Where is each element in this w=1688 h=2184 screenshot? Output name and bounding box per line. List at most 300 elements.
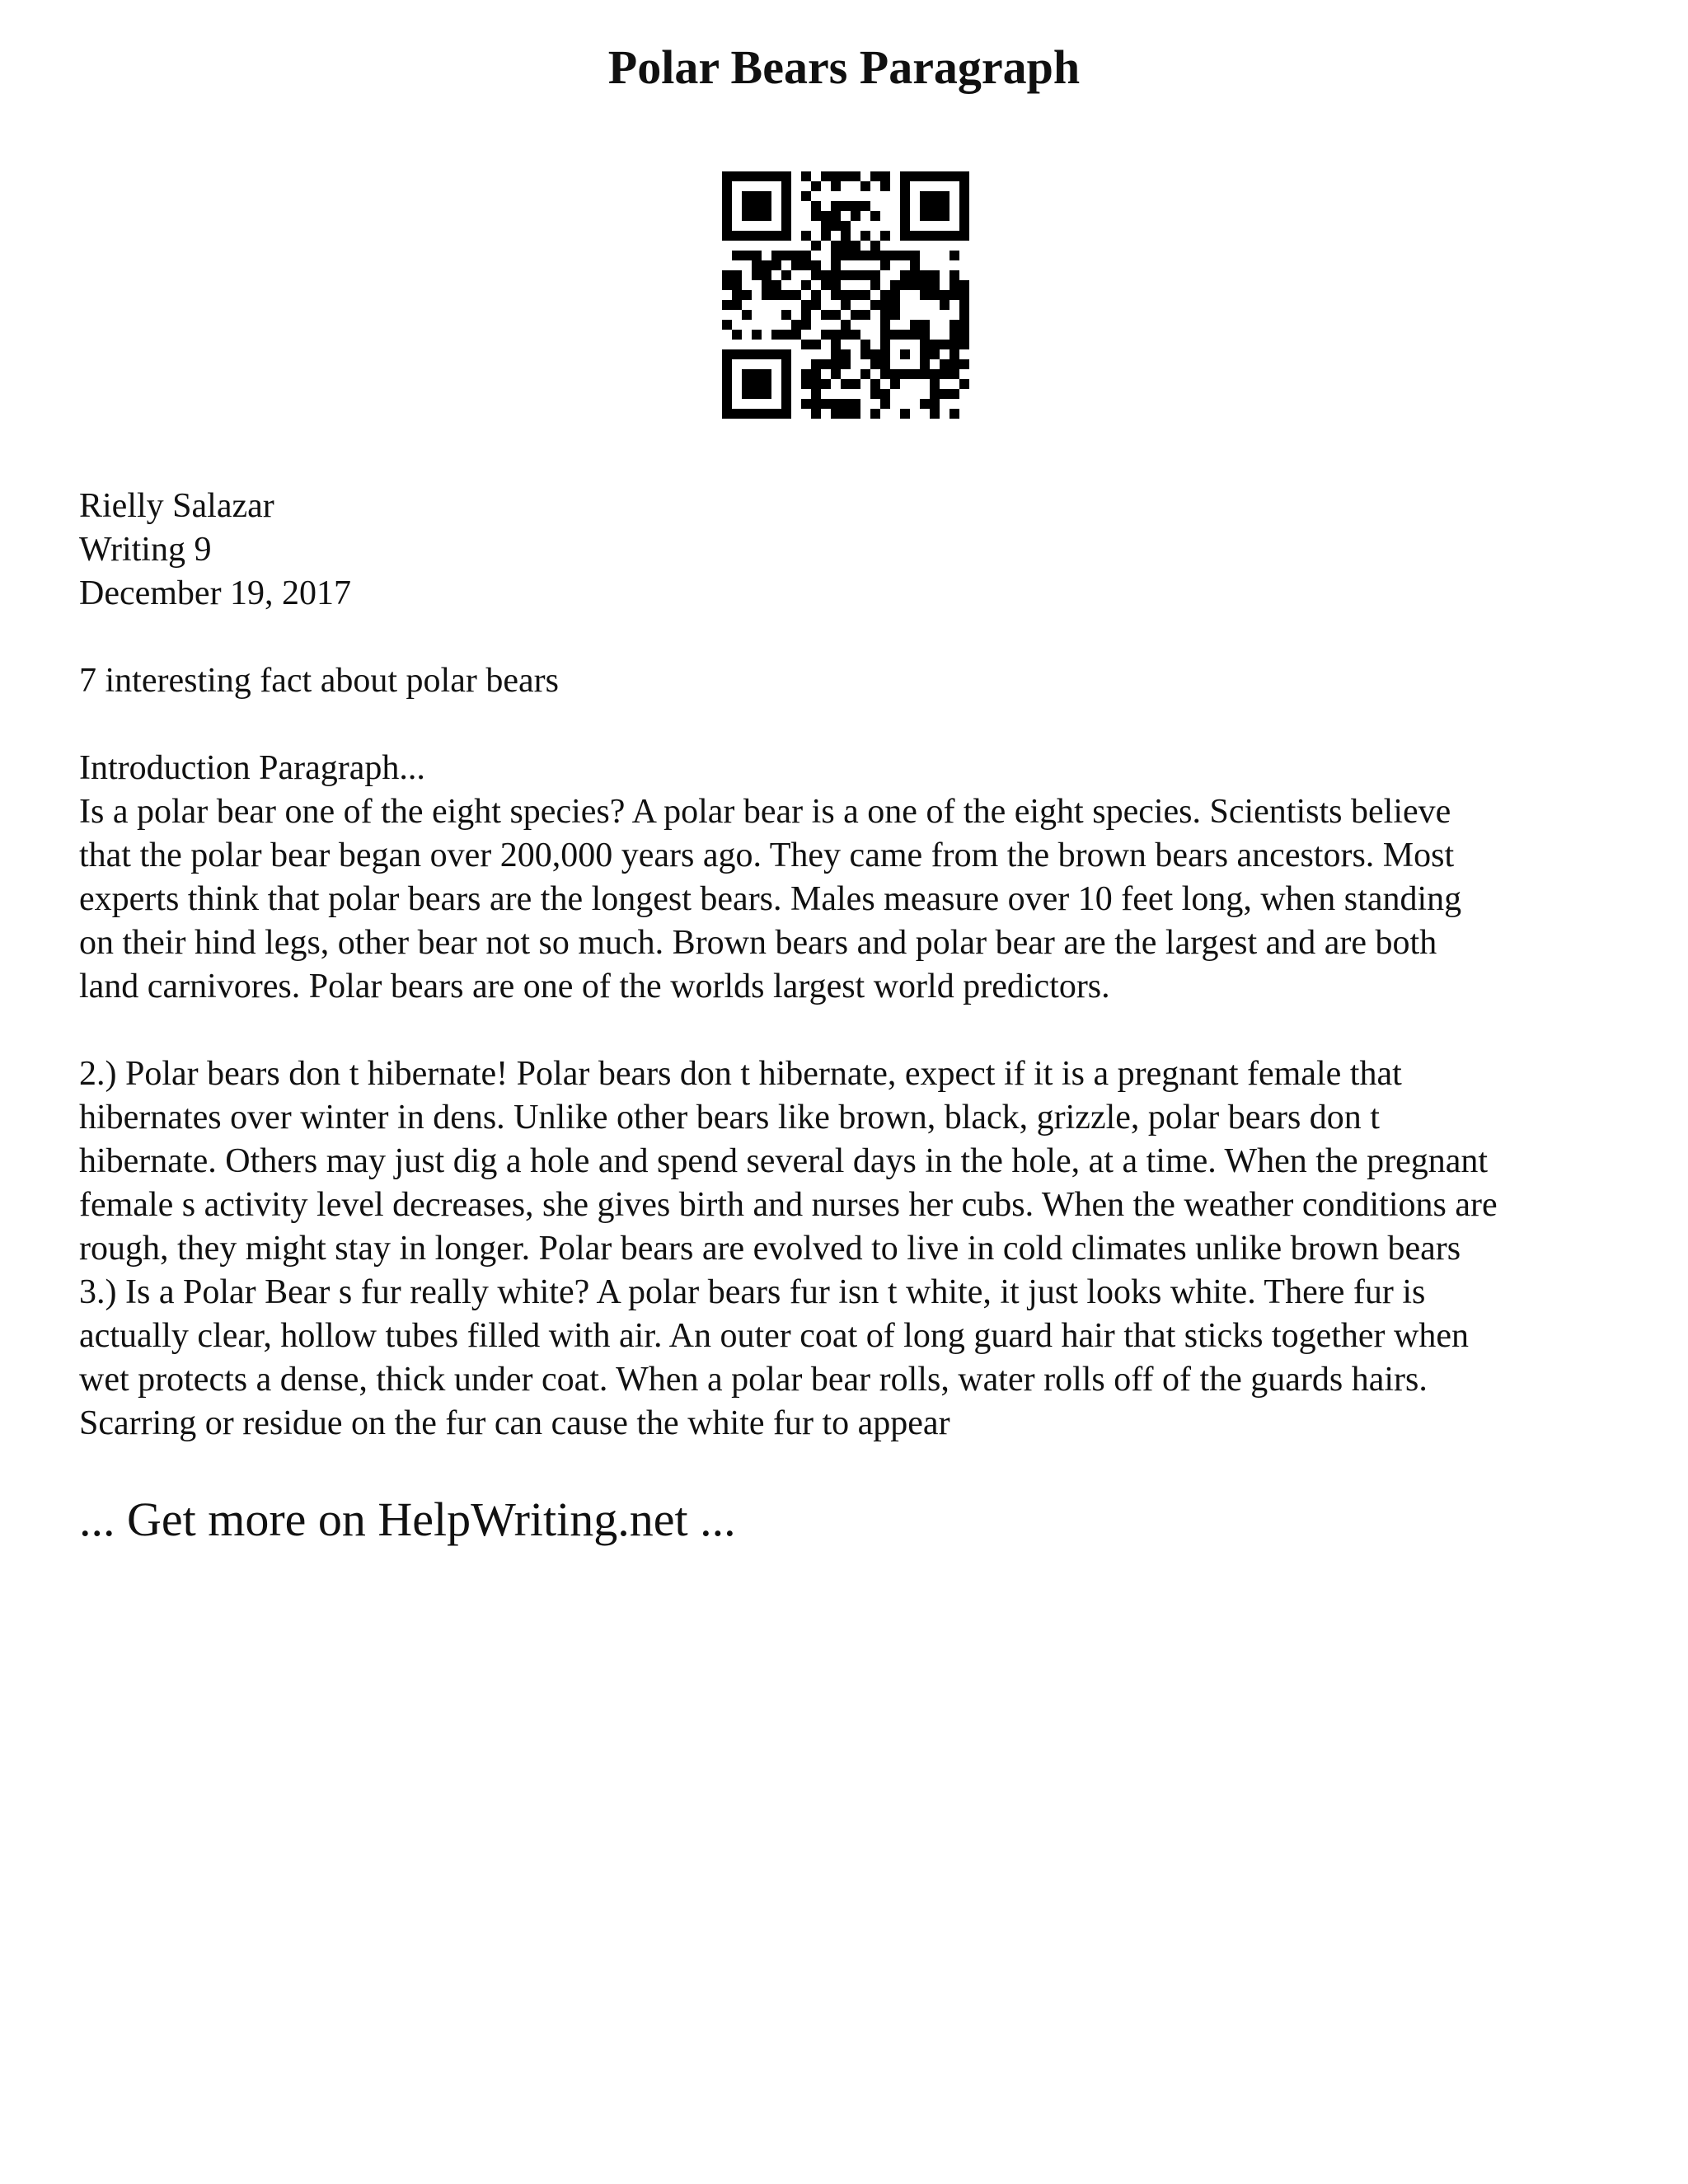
qr-module <box>851 201 860 211</box>
body-line: 3.) Is a Polar Bear s fur really white? A polar bears fur isn t white, it just looks white. There fur is <box>79 1273 1426 1311</box>
qr-module <box>910 330 920 340</box>
qr-module <box>930 280 940 290</box>
qr-module <box>821 231 831 241</box>
qr-module <box>831 270 841 280</box>
document-body <box>79 485 1629 1446</box>
qr-module <box>811 399 821 409</box>
qr-module <box>890 300 900 310</box>
qr-module <box>771 280 781 290</box>
qr-module <box>851 211 860 221</box>
qr-module <box>860 201 870 211</box>
qr-module <box>831 409 841 419</box>
body-line: hibernate. Others may just dig a hole and spend several days in the hole, at a time. When the pregnant <box>79 1142 1489 1180</box>
qr-module <box>811 241 821 251</box>
qr-module <box>930 409 940 419</box>
qr-module <box>811 270 821 280</box>
qr-module <box>722 280 732 290</box>
qr-module <box>831 260 841 270</box>
qr-module <box>801 320 811 330</box>
qr-module <box>870 251 880 260</box>
qr-module <box>959 231 969 241</box>
qr-module <box>900 171 910 181</box>
qr-module <box>831 340 841 349</box>
qr-module <box>771 260 781 270</box>
qr-module <box>851 310 860 320</box>
qr-module <box>752 330 762 340</box>
qr-module <box>841 330 851 340</box>
qr-module <box>742 171 752 181</box>
body-line: 2.) Polar bears don t hibernate! Polar bears don t hibernate, expect if it is a pregnant female that <box>79 1055 1402 1093</box>
qr-module <box>771 231 781 241</box>
qr-module <box>762 379 771 389</box>
qr-module <box>870 211 880 221</box>
qr-module <box>722 399 732 409</box>
qr-module <box>900 211 910 221</box>
qr-module <box>910 260 920 270</box>
qr-module <box>880 330 890 340</box>
qr-module <box>722 320 732 330</box>
qr-module <box>752 211 762 221</box>
qr-module <box>811 359 821 369</box>
qr-module <box>811 201 821 211</box>
intro-heading: Introduction Paragraph... <box>79 749 425 787</box>
qr-module <box>910 231 920 241</box>
qr-module <box>722 181 732 191</box>
qr-module <box>959 171 969 181</box>
qr-module <box>930 211 940 221</box>
qr-module <box>781 181 791 191</box>
qr-module <box>870 241 880 251</box>
qr-module <box>821 280 831 290</box>
qr-module <box>880 340 890 349</box>
qr-module <box>801 171 811 181</box>
qr-module <box>841 270 851 280</box>
qr-module <box>752 191 762 201</box>
qr-module <box>880 290 890 300</box>
qr-module <box>880 399 890 409</box>
qr-module <box>762 171 771 181</box>
qr-module <box>801 379 811 389</box>
qr-module <box>752 260 762 270</box>
qr-module <box>762 231 771 241</box>
qr-module <box>959 290 969 300</box>
qr-module <box>831 359 841 369</box>
qr-module <box>762 389 771 399</box>
qr-module <box>762 290 771 300</box>
qr-module <box>950 340 959 349</box>
qr-module <box>752 201 762 211</box>
qr-module <box>732 270 742 280</box>
qr-module <box>870 270 880 280</box>
qr-module <box>851 241 860 251</box>
qr-module <box>930 340 940 349</box>
qr-module <box>959 181 969 191</box>
qr-module <box>880 359 890 369</box>
qr-module <box>771 171 781 181</box>
qr-module <box>781 211 791 221</box>
qr-module <box>920 280 930 290</box>
qr-module <box>930 369 940 379</box>
intro-line: Is a polar bear one of the eight species? A polar bear is a one of the eight species. Scientists believe <box>79 793 1451 831</box>
qr-module <box>732 409 742 419</box>
qr-module <box>880 251 890 260</box>
qr-module <box>831 211 841 221</box>
qr-module <box>811 409 821 419</box>
qr-module <box>722 270 732 280</box>
qr-module <box>771 409 781 419</box>
intro-line: experts think that polar bears are the longest bears. Males measure over 10 feet long, when standing <box>79 880 1462 918</box>
qr-module <box>762 369 771 379</box>
qr-module <box>732 251 742 260</box>
qr-module <box>801 340 811 349</box>
qr-module <box>722 300 732 310</box>
qr-module <box>781 221 791 231</box>
qr-module <box>722 231 732 241</box>
qr-module <box>742 211 752 221</box>
qr-module <box>959 310 969 320</box>
qr-module <box>752 231 762 241</box>
qr-module <box>762 280 771 290</box>
qr-module <box>841 290 851 300</box>
qr-module <box>870 409 880 419</box>
qr-module <box>940 340 950 349</box>
qr-module <box>870 349 880 359</box>
qr-module <box>791 260 801 270</box>
qr-module <box>742 191 752 201</box>
qr-module <box>880 231 890 241</box>
qr-module <box>722 349 732 359</box>
qr-module <box>762 260 771 270</box>
qr-module <box>959 300 969 310</box>
qr-module <box>940 389 950 399</box>
qr-module <box>831 280 841 290</box>
qr-module <box>831 171 841 181</box>
qr-module <box>910 320 920 330</box>
qr-module <box>752 171 762 181</box>
qr-module <box>801 260 811 270</box>
qr-module <box>781 330 791 340</box>
qr-module <box>870 379 880 389</box>
qr-module <box>732 290 742 300</box>
qr-module <box>860 270 870 280</box>
qr-module <box>791 320 801 330</box>
qr-module <box>771 349 781 359</box>
qr-module <box>851 399 860 409</box>
qr-module <box>851 171 860 181</box>
qr-module <box>900 330 910 340</box>
qr-module <box>930 270 940 280</box>
qr-module <box>950 231 959 241</box>
qr-module <box>940 211 950 221</box>
qr-module <box>722 221 732 231</box>
body-line: rough, they might stay in longer. Polar bears are evolved to live in cold climates unlike brown bears <box>79 1230 1461 1268</box>
qr-module <box>890 251 900 260</box>
qr-module <box>831 221 841 231</box>
qr-module <box>811 290 821 300</box>
qr-module <box>880 349 890 359</box>
qr-module <box>821 270 831 280</box>
qr-module <box>762 201 771 211</box>
qr-module <box>801 310 811 320</box>
qr-module <box>900 280 910 290</box>
qr-module <box>821 310 831 320</box>
qr-module <box>722 359 732 369</box>
qr-module <box>959 320 969 330</box>
qr-module <box>811 260 821 270</box>
qr-module <box>762 211 771 221</box>
intro-line: on their hind legs, other bear not so much. Brown bears and polar bear are the largest and are both <box>79 924 1437 962</box>
qr-module <box>801 251 811 260</box>
qr-module <box>860 231 870 241</box>
qr-module <box>742 379 752 389</box>
qr-module <box>950 349 959 359</box>
intro-line: that the polar bear began over 200,000 years ago. They came from the brown bears ancestors. Most <box>79 837 1455 874</box>
qr-module <box>920 270 930 280</box>
qr-module <box>959 221 969 231</box>
qr-module <box>831 399 841 409</box>
qr-module <box>752 409 762 419</box>
qr-module <box>752 251 762 260</box>
qr-module <box>870 389 880 399</box>
qr-module <box>860 340 870 349</box>
qr-module <box>880 300 890 310</box>
qr-module <box>742 231 752 241</box>
qr-module <box>821 330 831 340</box>
qr-module <box>811 369 821 379</box>
qr-module <box>831 251 841 260</box>
qr-module <box>781 349 791 359</box>
qr-module <box>890 330 900 340</box>
qr-module <box>950 251 959 260</box>
qr-module <box>722 171 732 181</box>
qr-module <box>950 369 959 379</box>
qr-module <box>781 290 791 300</box>
qr-module <box>930 191 940 201</box>
qr-module <box>930 389 940 399</box>
qr-module <box>742 389 752 399</box>
qr-module <box>841 251 851 260</box>
qr-module <box>771 330 781 340</box>
qr-module <box>950 280 959 290</box>
qr-module <box>771 290 781 300</box>
qr-module <box>791 290 801 300</box>
qr-module <box>860 349 870 359</box>
qr-module <box>920 349 930 359</box>
qr-module <box>841 359 851 369</box>
qr-module <box>781 270 791 280</box>
qr-module <box>930 171 940 181</box>
qr-module <box>900 369 910 379</box>
qr-module <box>950 389 959 399</box>
qr-module <box>930 290 940 300</box>
qr-module <box>910 251 920 260</box>
qr-module <box>841 409 851 419</box>
qr-module <box>841 201 851 211</box>
course-line: Writing 9 <box>79 531 212 569</box>
qr-module <box>950 270 959 280</box>
qr-module <box>900 181 910 191</box>
qr-module <box>959 359 969 369</box>
qr-module <box>900 221 910 231</box>
qr-module <box>920 340 930 349</box>
qr-module <box>821 171 831 181</box>
qr-module <box>781 171 791 181</box>
qr-module <box>880 310 890 320</box>
qr-module <box>950 320 959 330</box>
qr-module <box>900 191 910 201</box>
qr-module <box>900 349 910 359</box>
qr-module <box>890 369 900 379</box>
qr-module <box>791 330 801 340</box>
qr-module <box>841 231 851 241</box>
qr-module <box>959 191 969 201</box>
qr-module <box>880 389 890 399</box>
qr-module <box>890 310 900 320</box>
qr-module <box>920 231 930 241</box>
qr-module <box>940 231 950 241</box>
qr-module <box>920 320 930 330</box>
qr-module <box>920 359 930 369</box>
qr-module <box>801 300 811 310</box>
qr-module <box>722 379 732 389</box>
qr-module <box>950 359 959 369</box>
qr-module <box>841 349 851 359</box>
qr-module <box>870 359 880 369</box>
qr-module <box>732 300 742 310</box>
qr-module <box>940 300 950 310</box>
qr-module <box>781 369 791 379</box>
qr-module <box>752 379 762 389</box>
qr-module <box>851 379 860 389</box>
qr-module <box>920 399 930 409</box>
qr-module <box>732 349 742 359</box>
qr-module <box>811 389 821 399</box>
qr-module <box>742 349 752 359</box>
qr-module <box>930 231 940 241</box>
qr-module <box>722 201 732 211</box>
qr-module <box>791 251 801 260</box>
qr-module <box>811 379 821 389</box>
qr-module <box>930 201 940 211</box>
qr-module <box>841 221 851 231</box>
qr-module <box>821 359 831 369</box>
qr-module <box>742 310 752 320</box>
qr-module <box>742 290 752 300</box>
spacer <box>79 616 1629 659</box>
qr-module <box>722 211 732 221</box>
qr-module <box>771 251 781 260</box>
qr-module <box>801 280 811 290</box>
qr-module <box>870 171 880 181</box>
qr-module <box>880 171 890 181</box>
qr-module <box>801 191 811 201</box>
qr-module <box>811 340 821 349</box>
qr-module <box>959 330 969 340</box>
qr-module <box>880 260 890 270</box>
qr-module <box>831 369 841 379</box>
qr-module <box>910 280 920 290</box>
qr-module <box>959 340 969 349</box>
document-title: Polar Bears Paragraph <box>607 40 1081 94</box>
qr-module <box>910 270 920 280</box>
qr-module <box>920 290 930 300</box>
qr-module <box>920 201 930 211</box>
qr-module <box>841 320 851 330</box>
qr-module <box>821 221 831 231</box>
qr-module <box>732 330 742 340</box>
qr-module <box>831 201 841 211</box>
qr-module <box>860 369 870 379</box>
qr-module <box>841 379 851 389</box>
body-line: Scarring or residue on the fur can cause the white fur to appear <box>79 1404 950 1442</box>
qr-module <box>950 409 959 419</box>
qr-module <box>841 300 851 310</box>
qr-module <box>860 181 870 191</box>
qr-module <box>781 310 791 320</box>
body-line: hibernates over winter in dens. Unlike other bears like brown, black, grizzle, polar bears don t <box>79 1099 1380 1137</box>
qr-module <box>950 330 959 340</box>
qr-module <box>752 369 762 379</box>
qr-module <box>851 270 860 280</box>
qr-module <box>722 409 732 419</box>
qr-module <box>762 349 771 359</box>
qr-module <box>831 241 841 251</box>
spacer <box>79 703 1629 747</box>
qr-module <box>762 270 771 280</box>
qr-module <box>910 171 920 181</box>
qr-module <box>722 191 732 201</box>
spacer <box>79 1009 1629 1052</box>
qr-module <box>831 330 841 340</box>
qr-module <box>811 181 821 191</box>
qr-module <box>742 369 752 379</box>
qr-module <box>959 280 969 290</box>
qr-module <box>781 399 791 409</box>
qr-module <box>940 369 950 379</box>
qr-module <box>920 211 930 221</box>
qr-module <box>860 251 870 260</box>
qr-module <box>841 241 851 251</box>
qr-module <box>851 290 860 300</box>
qr-module <box>900 409 910 419</box>
qr-module <box>920 191 930 201</box>
qr-module <box>851 330 860 340</box>
qr-module <box>890 379 900 389</box>
qr-module <box>940 191 950 201</box>
qr-code-image <box>722 171 969 419</box>
qr-module <box>851 409 860 419</box>
qr-module <box>841 171 851 181</box>
qr-module <box>930 379 940 389</box>
qr-module <box>801 231 811 241</box>
qr-module <box>880 181 890 191</box>
qr-module <box>930 349 940 359</box>
qr-module <box>920 330 930 340</box>
footer-link-text[interactable]: ... Get more on HelpWriting.net ... <box>79 1493 736 1546</box>
qr-module <box>870 300 880 310</box>
date-line: December 19, 2017 <box>79 574 352 612</box>
qr-module <box>801 369 811 379</box>
qr-module <box>940 171 950 181</box>
qr-module <box>950 171 959 181</box>
qr-module <box>781 201 791 211</box>
qr-module <box>959 379 969 389</box>
qr-module <box>900 251 910 260</box>
qr-module <box>959 201 969 211</box>
qr-module <box>781 231 791 241</box>
qr-module <box>742 201 752 211</box>
qr-module <box>831 310 841 320</box>
